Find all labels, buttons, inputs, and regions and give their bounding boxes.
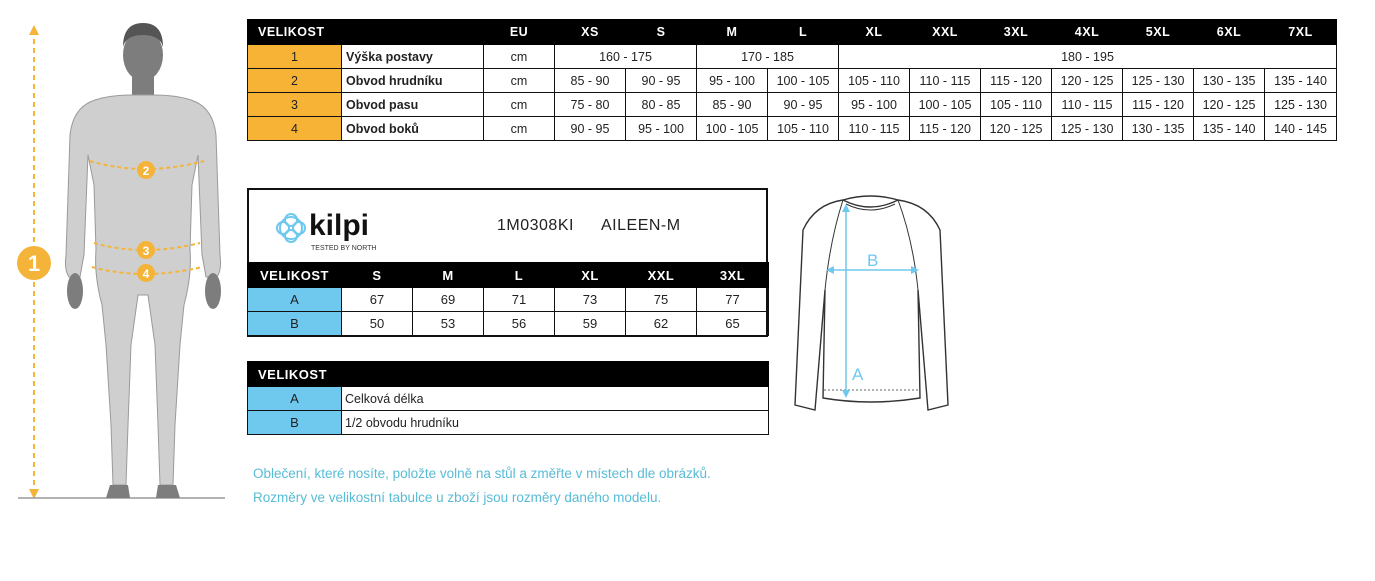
- row-number: 3: [248, 93, 342, 117]
- header-velikost: VELIKOST: [248, 362, 769, 387]
- table-header-row: [248, 20, 1337, 45]
- marker-2-label: 2: [142, 164, 150, 178]
- kilpi-logo: [269, 200, 394, 255]
- table-cell: 85 - 90: [697, 93, 768, 117]
- table-cell: 120 - 125: [981, 117, 1052, 141]
- table-cell: 95 - 100: [626, 117, 697, 141]
- table-cell: 180 - 195: [839, 45, 1337, 69]
- table-cell: 130 - 135: [1123, 117, 1194, 141]
- table-cell: 80 - 85: [626, 93, 697, 117]
- table-cell: 125 - 130: [1123, 69, 1194, 93]
- table-cell: 95 - 100: [839, 93, 910, 117]
- neck-shape: [132, 77, 154, 97]
- right-hand-shape: [205, 273, 221, 309]
- table-row: [248, 312, 769, 336]
- row-label: B: [248, 312, 342, 336]
- header-velikost: VELIKOST: [248, 263, 342, 288]
- row-unit: cm: [484, 117, 555, 141]
- header-xl: XL: [839, 20, 910, 45]
- row-unit: cm: [484, 69, 555, 93]
- product-name: AILEEN-M: [601, 217, 681, 234]
- table-cell: 125 - 130: [1052, 117, 1123, 141]
- legend-table: [247, 361, 769, 435]
- table-cell: 90 - 95: [768, 93, 839, 117]
- table-cell: 75 - 80: [555, 93, 626, 117]
- table-cell: 90 - 95: [626, 69, 697, 93]
- table-cell: 90 - 95: [555, 117, 626, 141]
- row-label: Obvod pasu: [342, 93, 484, 117]
- header-s: S: [626, 20, 697, 45]
- product-code: 1M0308KI: [497, 217, 574, 234]
- table-cell: 135 - 140: [1194, 117, 1265, 141]
- row-description: 1/2 obvodu hrudníku: [342, 411, 769, 435]
- shirt-outline: [795, 196, 948, 410]
- table-cell: 62: [626, 312, 697, 336]
- logo-tagline: TESTED BY NORTH: [311, 245, 377, 252]
- knot-icon: [277, 214, 305, 242]
- table-cell: 105 - 110: [768, 117, 839, 141]
- table-cell: 69: [413, 288, 484, 312]
- left-foot-shape: [106, 485, 130, 498]
- left-hand-shape: [67, 273, 83, 309]
- row-label: Obvod boků: [342, 117, 484, 141]
- product-header: [249, 190, 766, 262]
- table-cell: 110 - 115: [1052, 93, 1123, 117]
- body-suit-shape: [65, 95, 220, 485]
- header-3xl: 3XL: [981, 20, 1052, 45]
- measure-b-label: B: [867, 251, 879, 270]
- table-cell: 73: [555, 288, 626, 312]
- row-number: 4: [248, 117, 342, 141]
- table-cell: 140 - 145: [1265, 117, 1337, 141]
- header-xl: XL: [555, 263, 626, 288]
- table-cell: 100 - 105: [910, 93, 981, 117]
- product-size-box: [247, 188, 768, 337]
- header-xxl: XXL: [910, 20, 981, 45]
- row-label: B: [248, 411, 342, 435]
- marker-1-label: 1: [27, 251, 41, 276]
- table-cell: 95 - 100: [697, 69, 768, 93]
- table-cell: 120 - 125: [1194, 93, 1265, 117]
- table-cell: 56: [484, 312, 555, 336]
- header-6xl: 6XL: [1194, 20, 1265, 45]
- table-cell: 115 - 120: [910, 117, 981, 141]
- header-s: S: [342, 263, 413, 288]
- note-line-1: Oblečení, které nosíte, položte volně na stůl a změřte v místech dle obrázků.: [253, 466, 711, 481]
- header-5xl: 5XL: [1123, 20, 1194, 45]
- row-label: Obvod hrudníku: [342, 69, 484, 93]
- measure-a-label: A: [852, 365, 864, 384]
- table-cell: 53: [413, 312, 484, 336]
- table-cell: 170 - 185: [697, 45, 839, 69]
- table-row: [248, 69, 1337, 93]
- table-row: [248, 288, 769, 312]
- table-cell: 65: [697, 312, 769, 336]
- product-size-table: [247, 262, 769, 336]
- table-header-row: [248, 362, 769, 387]
- marker-4-label: 4: [142, 267, 150, 281]
- table-cell: 105 - 110: [981, 93, 1052, 117]
- table-cell: 77: [697, 288, 769, 312]
- header-eu: EU: [484, 20, 555, 45]
- table-cell: 105 - 110: [839, 69, 910, 93]
- header-m: M: [413, 263, 484, 288]
- logo-wordmark: kilpi: [309, 209, 370, 242]
- row-description: Celková délka: [342, 387, 769, 411]
- table-cell: 67: [342, 288, 413, 312]
- row-unit: cm: [484, 93, 555, 117]
- header-l: L: [768, 20, 839, 45]
- table-cell: 110 - 115: [910, 69, 981, 93]
- table-row: [248, 93, 1337, 117]
- arrow-up-icon: [29, 25, 39, 35]
- shirt-diagram: [788, 190, 953, 420]
- table-cell: 120 - 125: [1052, 69, 1123, 93]
- table-row: [248, 387, 769, 411]
- table-cell: 125 - 130: [1265, 93, 1337, 117]
- marker-3-label: 3: [142, 244, 150, 258]
- row-number: 2: [248, 69, 342, 93]
- table-cell: 75: [626, 288, 697, 312]
- header-xxl: XXL: [626, 263, 697, 288]
- table-cell: 59: [555, 312, 626, 336]
- table-row: [248, 117, 1337, 141]
- right-foot-shape: [156, 485, 180, 498]
- header-7xl: 7XL: [1265, 20, 1337, 45]
- table-header-row: [248, 263, 769, 288]
- table-row: [248, 45, 1337, 69]
- row-label: Výška postavy: [342, 45, 484, 69]
- row-label: A: [248, 288, 342, 312]
- table-cell: 100 - 105: [697, 117, 768, 141]
- table-cell: 130 - 135: [1194, 69, 1265, 93]
- table-cell: 110 - 115: [839, 117, 910, 141]
- header-m: M: [697, 20, 768, 45]
- row-number: 1: [248, 45, 342, 69]
- row-unit: cm: [484, 45, 555, 69]
- row-label: A: [248, 387, 342, 411]
- table-cell: 71: [484, 288, 555, 312]
- table-cell: 160 - 175: [555, 45, 697, 69]
- header-velikost: VELIKOST: [248, 20, 484, 45]
- header-xs: XS: [555, 20, 626, 45]
- body-measurement-figure: [10, 15, 240, 505]
- table-cell: 100 - 105: [768, 69, 839, 93]
- header-3xl: 3XL: [697, 263, 769, 288]
- table-cell: 50: [342, 312, 413, 336]
- header-l: L: [484, 263, 555, 288]
- table-cell: 115 - 120: [1123, 93, 1194, 117]
- table-cell: 115 - 120: [981, 69, 1052, 93]
- table-cell: 85 - 90: [555, 69, 626, 93]
- measurement-note: [253, 462, 711, 510]
- note-line-2: Rozměry ve velikostní tabulce u zboží jsou rozměry daného modelu.: [253, 490, 662, 505]
- header-4xl: 4XL: [1052, 20, 1123, 45]
- table-cell: 135 - 140: [1265, 69, 1337, 93]
- body-size-table: [247, 19, 1337, 141]
- table-row: [248, 411, 769, 435]
